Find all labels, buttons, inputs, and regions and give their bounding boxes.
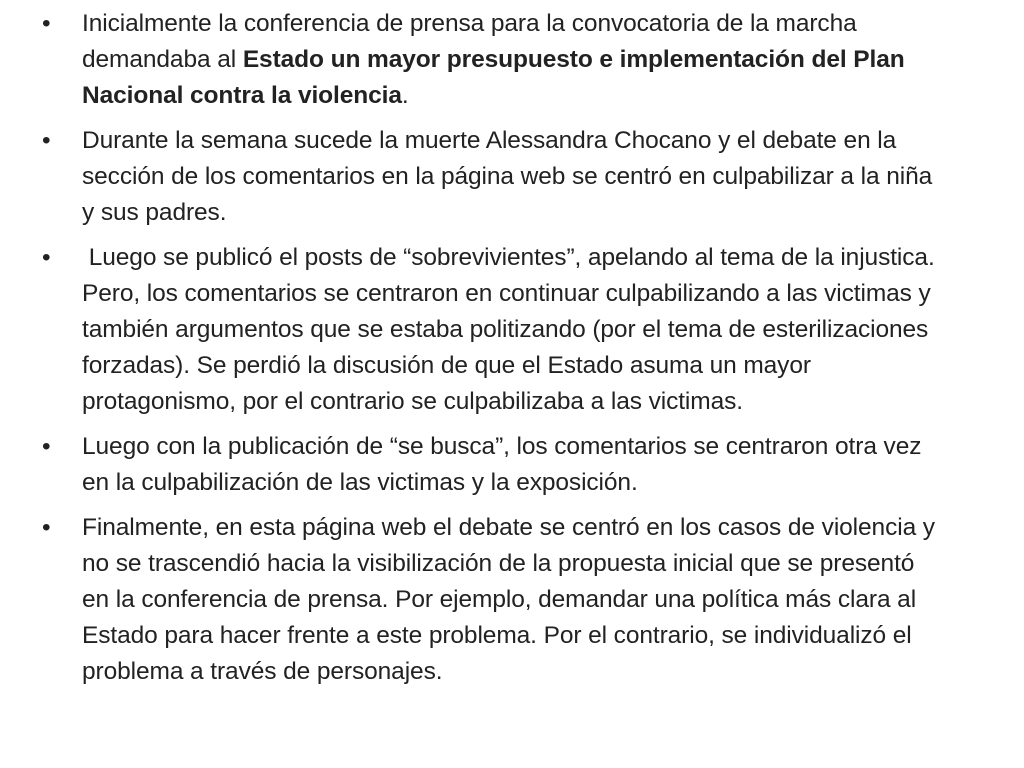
bullet-icon: • [42, 244, 51, 271]
bullet-item [40, 6, 940, 114]
bullet-text: Luego con la publicación de “se busca”, los comentarios se centraron otra vez en la culpabilización de las victimas y la exposición. [82, 433, 922, 496]
bullet-icon: • [42, 10, 51, 37]
bullet-icon: • [42, 433, 51, 460]
bullet-item [40, 429, 940, 501]
bullet-item [40, 123, 940, 231]
bullet-item [40, 510, 940, 690]
bullet-text: Luego se publicó el posts de “sobrevivientes”, apelando al tema de la injustica. Pero, los comentarios se centraron en continuar culpabilizando a las victimas y también argumentos que se estaba politizando (por el tema de esterilizaciones forzadas). Se perdió la discusión de que el Estado asuma un mayor protagonismo, por el contrario se culpabilizaba a las victimas. [82, 244, 942, 415]
bullet-icon: • [42, 514, 51, 541]
bullet-bold-text: Estado un mayor presupuesto e implementación del Plan Nacional contra la violencia [82, 46, 905, 109]
bullet-text: Finalmente, en esta página web el debate se centró en los casos de violencia y no se trascendió hacia la visibilización de la propuesta inicial que se presentó en la conferencia de prensa. Por ejemplo, demandar una política más clara al Estado para hacer frente a este problema. Por el contrario, se individualizó el problema a través de personajes. [82, 514, 935, 685]
bullet-text: Durante la semana sucede la muerte Alessandra Chocano y el debate en la sección de los comentarios en la página web se centró en culpabilizar a la niña y sus padres. [82, 127, 933, 226]
bullet-item [40, 240, 940, 420]
bullet-icon: • [42, 127, 51, 154]
bullet-text: Inicialmente la conferencia de prensa para la convocatoria de la marcha demandaba al [82, 10, 857, 73]
bullet-list [40, 6, 940, 699]
bullet-text-end: . [401, 82, 409, 109]
